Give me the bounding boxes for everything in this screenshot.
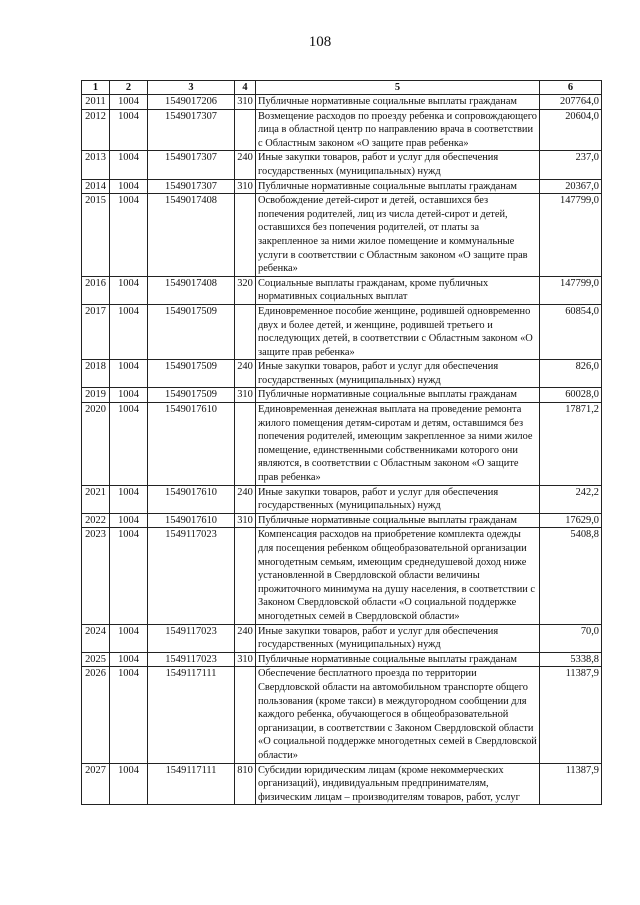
target-article-code: 1549017307 <box>148 179 235 194</box>
expense-type-code: 240 <box>235 485 256 513</box>
section-code: 1004 <box>110 95 148 110</box>
item-name: Иные закупки товаров, работ и услуг для обеспечения государственных (муниципальных) нужд <box>256 360 540 388</box>
table-row <box>82 513 602 528</box>
target-article-code: 1549017408 <box>148 194 235 277</box>
expense-type-code <box>235 667 256 763</box>
expense-type-code <box>235 528 256 624</box>
section-code: 1004 <box>110 360 148 388</box>
item-name: Единовременная денежная выплата на проведение ремонта жилого помещения детям-сиротам и детям, оставшимся без попечения родителей, имеющим закрепленное за ними жилое помещение, единственными собственниками которого они являются, в соответствии с Областным законом «О защите прав ребенка» <box>256 403 540 486</box>
header-col-5: 5 <box>256 81 540 95</box>
item-name: Обеспечение бесплатного проезда по территории Свердловской области на автомобильном транспорте общего пользования (кроме такси) в междугородном сообщении для каждого ребенка, обучающегося в общеобразовательной организации, в соответствии с Законом Свердловской области «О социальной поддержке многодетных семей в Свердловской области» <box>256 667 540 763</box>
row-number: 2025 <box>82 652 110 667</box>
amount: 147799,0 <box>540 194 602 277</box>
expense-type-code: 810 <box>235 763 256 805</box>
table-row <box>82 304 602 359</box>
amount: 5408,8 <box>540 528 602 624</box>
target-article-code: 1549117023 <box>148 652 235 667</box>
amount: 11387,9 <box>540 667 602 763</box>
amount: 60028,0 <box>540 388 602 403</box>
expense-type-code: 240 <box>235 624 256 652</box>
section-code: 1004 <box>110 276 148 304</box>
section-code: 1004 <box>110 388 148 403</box>
table-header-row <box>82 81 602 95</box>
expense-type-code: 310 <box>235 95 256 110</box>
item-name: Возмещение расходов по проезду ребенка и сопровождающего лица в областной центр по направлению врача в соответствии с Областным законом «О защите прав ребенка» <box>256 109 540 151</box>
row-number: 2019 <box>82 388 110 403</box>
amount: 60854,0 <box>540 304 602 359</box>
row-number: 2011 <box>82 95 110 110</box>
row-number: 2018 <box>82 360 110 388</box>
row-number: 2017 <box>82 304 110 359</box>
table-row <box>82 388 602 403</box>
table-row <box>82 151 602 179</box>
section-code: 1004 <box>110 667 148 763</box>
section-code: 1004 <box>110 528 148 624</box>
target-article-code: 1549017610 <box>148 403 235 486</box>
amount: 17871,2 <box>540 403 602 486</box>
expense-type-code <box>235 109 256 151</box>
target-article-code: 1549117023 <box>148 528 235 624</box>
expense-type-code <box>235 194 256 277</box>
item-name: Освобождение детей-сирот и детей, оставшихся без попечения родителей, лиц из числа детей-сирот и детей, оставшихся без попечения родителей, от платы за закрепленное за ними жилое помещение и коммунальные услуги в соответствии с Областным законом «О защите прав ребенка» <box>256 194 540 277</box>
header-col-6: 6 <box>540 81 602 95</box>
target-article-code: 1549017509 <box>148 304 235 359</box>
row-number: 2022 <box>82 513 110 528</box>
table-row <box>82 624 602 652</box>
table-row <box>82 403 602 486</box>
table-row <box>82 485 602 513</box>
expense-type-code: 240 <box>235 151 256 179</box>
target-article-code: 1549017610 <box>148 513 235 528</box>
item-name: Публичные нормативные социальные выплаты гражданам <box>256 95 540 110</box>
header-col-3: 3 <box>148 81 235 95</box>
target-article-code: 1549017307 <box>148 109 235 151</box>
table-row <box>82 276 602 304</box>
row-number: 2021 <box>82 485 110 513</box>
item-name: Публичные нормативные социальные выплаты гражданам <box>256 513 540 528</box>
table-row <box>82 194 602 277</box>
item-name: Публичные нормативные социальные выплаты гражданам <box>256 388 540 403</box>
item-name: Социальные выплаты гражданам, кроме публичных нормативных социальных выплат <box>256 276 540 304</box>
item-name: Публичные нормативные социальные выплаты гражданам <box>256 652 540 667</box>
amount: 5338,8 <box>540 652 602 667</box>
table-row <box>82 763 602 805</box>
target-article-code: 1549117111 <box>148 763 235 805</box>
amount: 20604,0 <box>540 109 602 151</box>
expense-type-code: 310 <box>235 179 256 194</box>
section-code: 1004 <box>110 513 148 528</box>
section-code: 1004 <box>110 151 148 179</box>
item-name: Субсидии юридическим лицам (кроме некоммерческих организаций), индивидуальным предпринимателям, физическим лицам – производителям товаров, работ, услуг <box>256 763 540 805</box>
amount: 147799,0 <box>540 276 602 304</box>
target-article-code: 1549117111 <box>148 667 235 763</box>
expense-type-code <box>235 403 256 486</box>
header-col-4: 4 <box>235 81 256 95</box>
amount: 826,0 <box>540 360 602 388</box>
item-name: Единовременное пособие женщине, родившей одновременно двух и более детей, и женщине, родившей третьего и последующих детей, в соответствии с Областным законом «О защите прав ребенка» <box>256 304 540 359</box>
section-code: 1004 <box>110 763 148 805</box>
item-name: Иные закупки товаров, работ и услуг для обеспечения государственных (муниципальных) нужд <box>256 151 540 179</box>
header-col-2: 2 <box>110 81 148 95</box>
budget-table <box>81 80 602 805</box>
target-article-code: 1549017610 <box>148 485 235 513</box>
target-article-code: 1549017307 <box>148 151 235 179</box>
target-article-code: 1549017408 <box>148 276 235 304</box>
page-number: 108 <box>308 34 332 50</box>
expense-type-code: 310 <box>235 513 256 528</box>
section-code: 1004 <box>110 403 148 486</box>
table-row <box>82 652 602 667</box>
row-number: 2027 <box>82 763 110 805</box>
section-code: 1004 <box>110 179 148 194</box>
target-article-code: 1549017206 <box>148 95 235 110</box>
expense-type-code <box>235 304 256 359</box>
amount: 20367,0 <box>540 179 602 194</box>
amount: 70,0 <box>540 624 602 652</box>
section-code: 1004 <box>110 109 148 151</box>
table-row <box>82 179 602 194</box>
table-row <box>82 667 602 763</box>
amount: 237,0 <box>540 151 602 179</box>
item-name: Публичные нормативные социальные выплаты гражданам <box>256 179 540 194</box>
amount: 11387,9 <box>540 763 602 805</box>
row-number: 2013 <box>82 151 110 179</box>
header-col-1: 1 <box>82 81 110 95</box>
target-article-code: 1549017509 <box>148 388 235 403</box>
section-code: 1004 <box>110 624 148 652</box>
row-number: 2020 <box>82 403 110 486</box>
section-code: 1004 <box>110 485 148 513</box>
row-number: 2015 <box>82 194 110 277</box>
table-row <box>82 528 602 624</box>
item-name: Иные закупки товаров, работ и услуг для обеспечения государственных (муниципальных) нужд <box>256 485 540 513</box>
amount: 242,2 <box>540 485 602 513</box>
target-article-code: 1549117023 <box>148 624 235 652</box>
amount: 207764,0 <box>540 95 602 110</box>
section-code: 1004 <box>110 652 148 667</box>
expense-type-code: 320 <box>235 276 256 304</box>
row-number: 2012 <box>82 109 110 151</box>
section-code: 1004 <box>110 194 148 277</box>
table-row <box>82 109 602 151</box>
row-number: 2024 <box>82 624 110 652</box>
row-number: 2016 <box>82 276 110 304</box>
expense-type-code: 310 <box>235 652 256 667</box>
row-number: 2026 <box>82 667 110 763</box>
table-row <box>82 360 602 388</box>
section-code: 1004 <box>110 304 148 359</box>
item-name: Иные закупки товаров, работ и услуг для обеспечения государственных (муниципальных) нужд <box>256 624 540 652</box>
row-number: 2023 <box>82 528 110 624</box>
amount: 17629,0 <box>540 513 602 528</box>
item-name: Компенсация расходов на приобретение комплекта одежды для посещения ребенком общеобразовательной организации многодетным семьям, имеющим среднедушевой доход ниже установленной в Свердловской области величины прожиточного минимума на душу населения, в соответствии с Законом Свердловской области «О социальной поддержке многодетных семей в Свердловской области» <box>256 528 540 624</box>
table-row <box>82 95 602 110</box>
row-number: 2014 <box>82 179 110 194</box>
target-article-code: 1549017509 <box>148 360 235 388</box>
expense-type-code: 310 <box>235 388 256 403</box>
expense-type-code: 240 <box>235 360 256 388</box>
